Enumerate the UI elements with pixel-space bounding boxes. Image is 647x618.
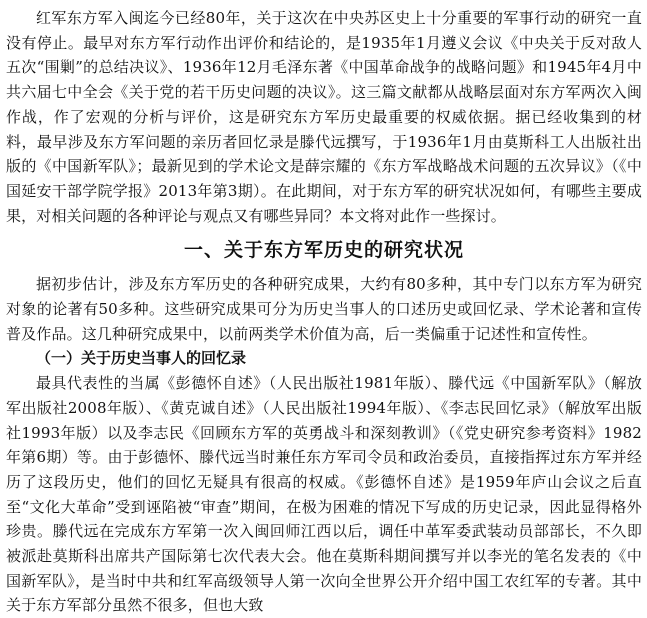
section-paragraph: 据初步估计，涉及东方军历史的各种研究成果，大约有80多种，其中专门以东方军为研究对象的论著有50多种。这些研究成果可分为历史当事人的口述历史或回忆录、学术论著和宣传普及作品。这几种研究成果中，以前两类学术价值为高，后一类偏重于记述性和宣传性。 — [6, 275, 642, 343]
section-heading: 一、关于东方军历史的研究状况 — [183, 239, 464, 262]
subsection-heading: （一）关于历史当事人的回忆录 — [36, 349, 247, 368]
intro-paragraph: 红军东方军入闽迄今已经80年，关于这次在中央苏区史上十分重要的军事行动的研究一直没有停止。最早对东方军行动作出评价和结论的，是1935年1月遵义会议《中央关于反对敌人五次“围剿”的总结决议》、1936年12月毛泽东著《中国革命战争的战略问题》和1945年4月中共六届七中全会《关于党的若干历史问题的决议》。这三篇文献都从战略层面对东方军两次入闽作战，作了宏观的分析与评价，这是研究东方军历史最重要的权威依据。据已经收集到的材料，最早涉及东方军问题的亲历者回忆录是滕代远撰写，于1936年1月由莫斯科工人出版社出版的《中国新军队》；最新见到的学术论文是薛宗耀的《东方军战略战术问题的五次异议》（《中国延安干部学院学报》2013年第3期）。在此期间，对于东方军的研究状况如何，有哪些主要成果，对相关问题的各种评论与观点又有哪些异同？本文将对此作一些探讨。 — [6, 9, 642, 225]
document-page — [6, 6, 642, 618]
subsection-paragraph: 最具代表性的当属《彭德怀自述》（人民出版社1981年版）、滕代远《中国新军队》（解放军出版社2008年版）、《黄克诚自述》（人民出版社1994年版）、《李志民回忆录》（解放军出版社1993年版）以及李志民《回顾东方军的英勇战斗和深刻教训》（《党史研究参考资料》1982年第6期）等。由于彭德怀、滕代远当时兼任东方军司令员和政治委员，直接指挥过东方军并经历了这段历史，他们的回忆无疑具有很高的权威。《彭德怀自述》是1959年庐山会议之后直至“文化大革命”受到诬陷被“审查”期间，在极为困难的情况下写成的历史记录，因此显得格外珍贵。滕代远在完成东方军第一次入闽回师江西以后，调任中革军委武装动员部部长，不久即被派赴莫斯科出席共产国际第七次代表大会。他在莫斯科期间撰写并以李光的笔名发表的《中国新军队》，是当时中共和红军高级领导人第一次向全世界公开介绍中国工农红军的专著。其中关于东方军部分虽然不很多，但也大致 — [6, 374, 642, 615]
